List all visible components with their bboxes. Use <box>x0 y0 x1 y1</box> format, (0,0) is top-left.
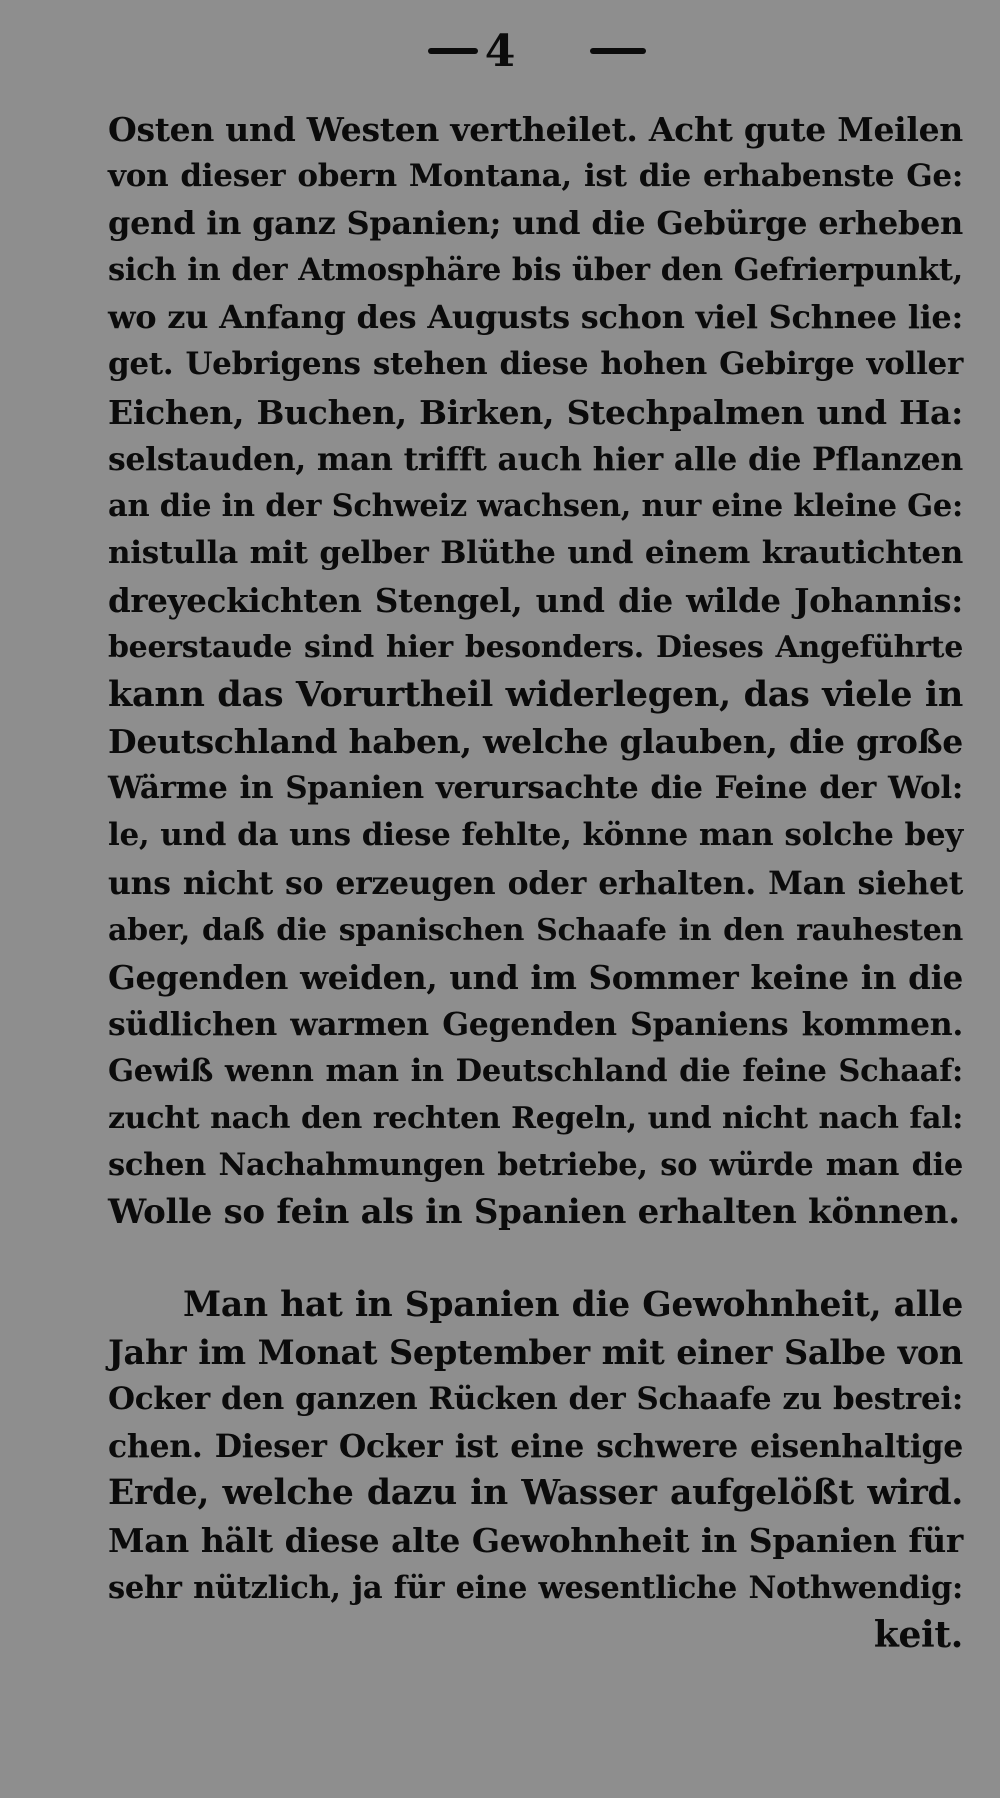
text-line: sehr nützlich, ja für eine wesentliche Nothwendig: <box>108 1569 963 1606</box>
text-line: Osten und Westen vertheilet. Acht gute Meilen <box>108 110 963 149</box>
paragraph-1 <box>108 106 963 1236</box>
text-line: Erde, welche dazu in Wasser aufgelößt wird. <box>108 1473 963 1514</box>
text-line: beerstaude sind hier besonders. Dieses Angeführte <box>108 630 963 666</box>
text-line: Gewiß wenn man in Deutschland die feine Schaaf: <box>108 1052 963 1089</box>
text-line: gend in ganz Spanien; und die Gebürge erheben <box>108 204 963 243</box>
text-line: sich in der Atmosphäre bis über den Gefrierpunkt, <box>108 252 963 289</box>
text-line: aber, daß die spanischen Schaafe in den rauhesten <box>108 912 963 948</box>
text-line: Gegenden weiden, und im Sommer keine in die <box>108 957 963 997</box>
text-line: get. Uebrigens stehen diese hohen Gebirge voller <box>108 346 963 383</box>
text-line: Man hat in Spanien die Gewohnheit, alle <box>183 1285 963 1325</box>
page-number: 4 <box>484 26 516 77</box>
text-line: dreyeckichten Stengel, und die wilde Johannis: <box>108 580 963 620</box>
text-line: Wolle so fein als in Spanien erhalten können. <box>108 1192 960 1233</box>
paragraph-2 <box>108 1282 963 1659</box>
text-line: nistulla mit gelber Blüthe und einem krautichten <box>108 534 963 571</box>
header-rule-right <box>590 48 646 54</box>
text-line: Deutschland haben, welche glauben, die große <box>108 722 963 762</box>
text-line: südlichen warmen Gegenden Spaniens kommen. <box>108 1005 963 1043</box>
text-line: Ocker den ganzen Rücken der Schaafe zu bestrei: <box>108 1381 963 1418</box>
text-line: chen. Dieser Ocker ist eine schwere eisenhaltige <box>108 1428 963 1466</box>
text-line: wo zu Anfang des Augusts schon viel Schnee lie: <box>108 298 963 337</box>
text-line: le, und da uns diese fehlte, könne man solche bey <box>108 817 963 854</box>
text-line: an die in der Schweiz wachsen, nur eine kleine Ge: <box>108 487 963 524</box>
text-line: selstauden, man trifft auch hier alle die Pflanzen <box>108 440 963 478</box>
text-line: Jahr im Monat September mit einer Salbe von <box>108 1333 963 1373</box>
text-line: keit. <box>873 1613 963 1656</box>
text-line: schen Nachahmungen betriebe, so würde man die <box>108 1147 963 1184</box>
text-line: uns nicht so erzeugen oder erhalten. Man siehet <box>108 864 963 902</box>
text-line: Man hält diese alte Gewohnheit in Spanien für <box>108 1521 963 1561</box>
text-line: zucht nach den rechten Regeln, und nicht nach fal: <box>108 1100 963 1136</box>
text-line: Eichen, Buchen, Birken, Stechpalmen und Ha: <box>108 392 963 432</box>
text-line: von dieser obern Montana, ist die erhabenste Ge: <box>108 158 963 195</box>
text-line: kann das Vorurtheil widerlegen, das viele in <box>108 674 963 716</box>
text-line: Wärme in Spanien verursachte die Feine der Wol: <box>108 770 963 807</box>
